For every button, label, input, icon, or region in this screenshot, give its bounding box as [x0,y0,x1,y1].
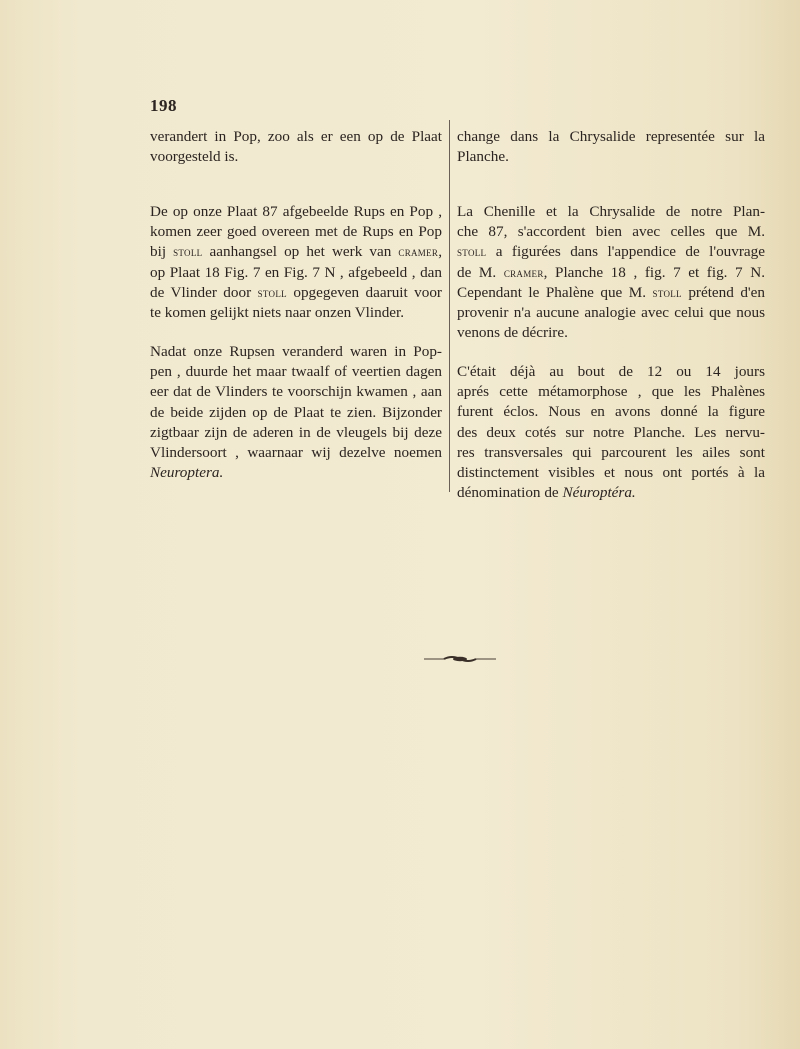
text-line: te komen gelijkt niets naar onzen Vlinder. [150,304,405,322]
right-column-para-3 [457,362,765,503]
text-line: che 87, s'accordent bien avec celles que M. [457,223,765,241]
text-line: De op onze Plaat 87 afgebeelde Rups en Pop , [150,203,442,220]
text-line: distinctement visibles et nous ont portés à la [457,464,765,482]
text-line: La Chenille et la Chrysalide de notre Plan- [457,203,765,220]
column-divider [449,120,450,492]
left-column-para-3 [150,342,442,483]
species-name: Neuroptera. [150,464,224,482]
text-line: change dans la Chrysalide representée sur la [457,128,765,145]
text-line: Nadat onze Rupsen veranderd waren in Pop- [150,343,442,360]
text-line: voorgesteld is. [150,148,239,166]
page-number: 198 [150,96,177,115]
left-column-para-1 [150,127,442,167]
text-line: dénomination de Néuroptéra. [457,484,636,502]
text-line: de beide zijden op de Plaat te zien. Bijzonder [150,403,442,421]
text-line: furent éclos. Nous en avons donné la figure [457,403,765,421]
text-line: verandert in Pop, zoo als er een op de Plaat [150,128,442,145]
author-name-stoll: stoll [257,285,287,300]
left-column-para-2 [150,202,442,323]
text-line: venons de décrire. [457,324,568,342]
author-name-stoll: stoll [173,245,203,260]
text-line: stoll a figurées dans l'appendice de l'ouvrage [457,243,765,261]
text-line: aprés cette métamorphose , que les Phalènes [457,383,765,401]
text-line: eer dat de Vlinders te voorschijn kwamen , aan [150,383,442,401]
text-line: res transversales qui parcourent les ailes sont [457,443,765,461]
text-line: op Plaat 18 Fig. 7 en Fig. 7 N , afgebeeld , dan [150,263,442,281]
text-line: zigtbaar zijn de aderen in de vleugels bij deze [150,423,442,441]
author-name-cramer: cramer [398,245,439,260]
text-line: provenir n'a aucune analogie avec celui que nous [457,304,765,322]
author-name-stoll: stoll [457,245,487,260]
text-line: bij stoll aanhangsel op het werk van cramer, [150,243,442,261]
text-line: de Vlinder door stoll opgegeven daaruit voor [150,283,442,301]
right-column-para-1 [457,127,765,167]
text-line: pen , duurde het maar twaalf of veertien dagen [150,363,442,381]
ornament-divider-icon [424,654,496,664]
text-line: des deux cotés sur notre Planche. Les nervu- [457,423,765,441]
author-name-cramer: cramer [503,265,544,280]
text-line: Vlindersoort , waarnaar wij dezelve noemen [150,444,442,462]
text-line: de M. cramer, Planche 18 , fig. 7 et fig. 7 N. [457,263,765,281]
text-line: C'était déjà au bout de 12 ou 14 jours [457,363,765,380]
text-line: komen zeer goed overeen met de Rups en Pop [150,223,442,241]
right-column-para-2 [457,202,765,343]
species-name: Néuroptéra. [562,484,636,502]
text-line: Cependant le Phalène que M. stoll prétend d'en [457,283,765,301]
text-line: Planche. [457,148,509,166]
author-name-stoll: stoll [652,285,682,300]
